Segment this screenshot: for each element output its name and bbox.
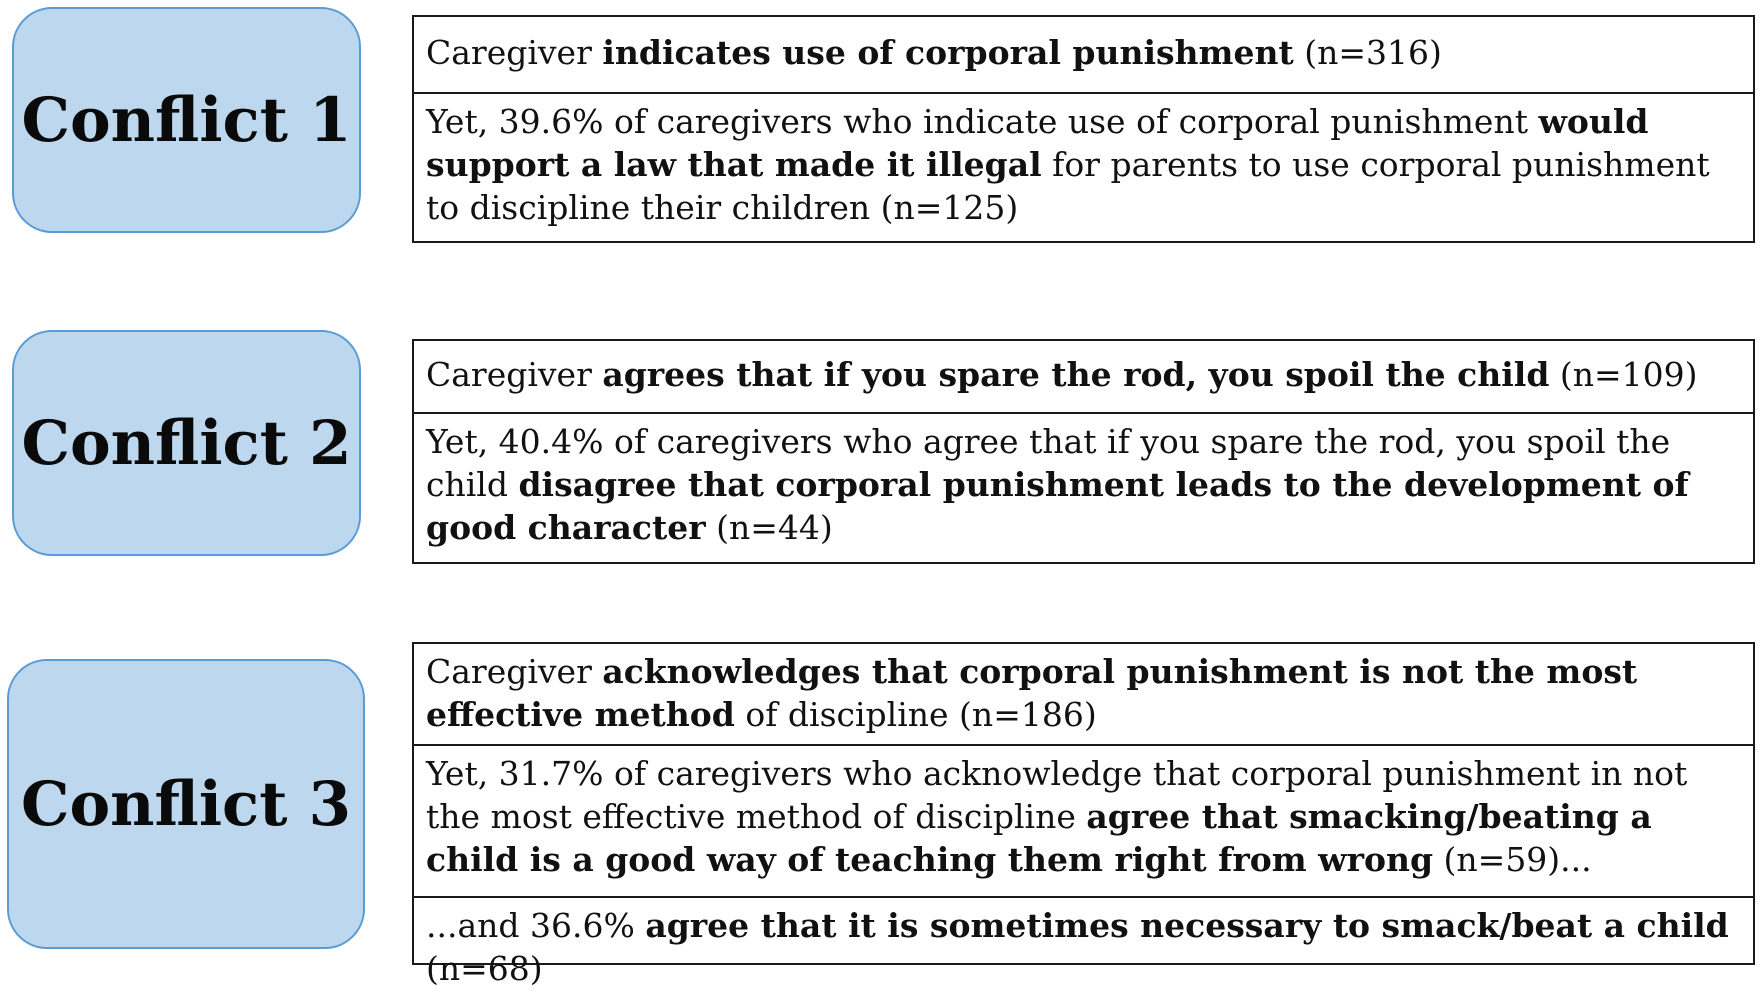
conflict-1-row-2-seg-2: would support a law that made it illegal	[426, 102, 1649, 184]
conflict-1-row-1-seg-2: indicates use of corporal punishment	[602, 33, 1294, 72]
conflict-2-row-1-seg-3: (n=109)	[1549, 355, 1698, 394]
conflict-3-row-2	[414, 746, 1753, 898]
conflict-1-row-1-seg-3: (n=316)	[1293, 33, 1442, 72]
conflict-3-row-2-seg-1: Yet, 31.7% of caregivers who acknowledge that corporal punishment in not the most effective method of discipline	[426, 754, 1688, 836]
conflict-3-row-1-seg-3: of discipline (n=186)	[734, 695, 1097, 734]
conflict-3-row-1-seg-1: Caregiver	[426, 652, 603, 691]
conflict-1-row-1-seg-1: Caregiver	[426, 33, 603, 72]
conflict-1-row-1	[414, 17, 1753, 94]
conflict-1-row-2-seg-1: Yet, 39.6% of caregivers who indicate use of corporal punishment	[426, 102, 1539, 141]
conflict-2-row-2-seg-3: (n=44)	[705, 508, 833, 547]
conflict-1-label: Conflict 1	[12, 7, 361, 233]
conflict-3-row-3-seg-1: ...and 36.6%	[426, 906, 646, 945]
conflict-3-row-3-seg-2: agree that it is sometimes necessary to smack/beat a child	[645, 906, 1729, 945]
conflict-3-row-1	[414, 644, 1753, 746]
conflict-2-row-1-seg-2: agrees that if you spare the rod, you spoil the child	[602, 355, 1550, 394]
conflict-1-row-2	[414, 94, 1753, 233]
conflict-2-row-1-seg-1: Caregiver	[426, 355, 603, 394]
conflict-1-row-2-seg-3: for parents to use corporal punishment to discipline their children (n=125)	[426, 145, 1710, 227]
conflict-2-label: Conflict 2	[12, 330, 361, 556]
conflict-3-label: Conflict 3	[7, 659, 365, 949]
conflict-3-row-2-seg-2: agree that smacking/beating a child is a good way of teaching them right from wrong	[426, 797, 1652, 879]
conflict-3-row-3	[414, 898, 1753, 994]
conflict-2-row-2-seg-2: disagree that corporal punishment leads to the development of good character	[426, 465, 1689, 547]
conflict-2-row-2-seg-1: Yet, 40.4% of caregivers who agree that if you spare the rod, you spoil the child	[426, 422, 1671, 504]
conflict-3-row-2-seg-3: (n=59)...	[1433, 840, 1592, 879]
conflict-3-row-3-seg-3: (n=68)	[426, 949, 543, 988]
conflict-2-table	[412, 339, 1755, 564]
conflict-3-row-1-seg-2: acknowledges that corporal punishment is not the most effective method	[426, 652, 1638, 734]
conflict-3-table	[412, 642, 1755, 988]
conflict-2-row-2	[414, 414, 1753, 553]
conflict-1-table	[412, 15, 1755, 243]
conflict-2-row-1	[414, 341, 1753, 414]
